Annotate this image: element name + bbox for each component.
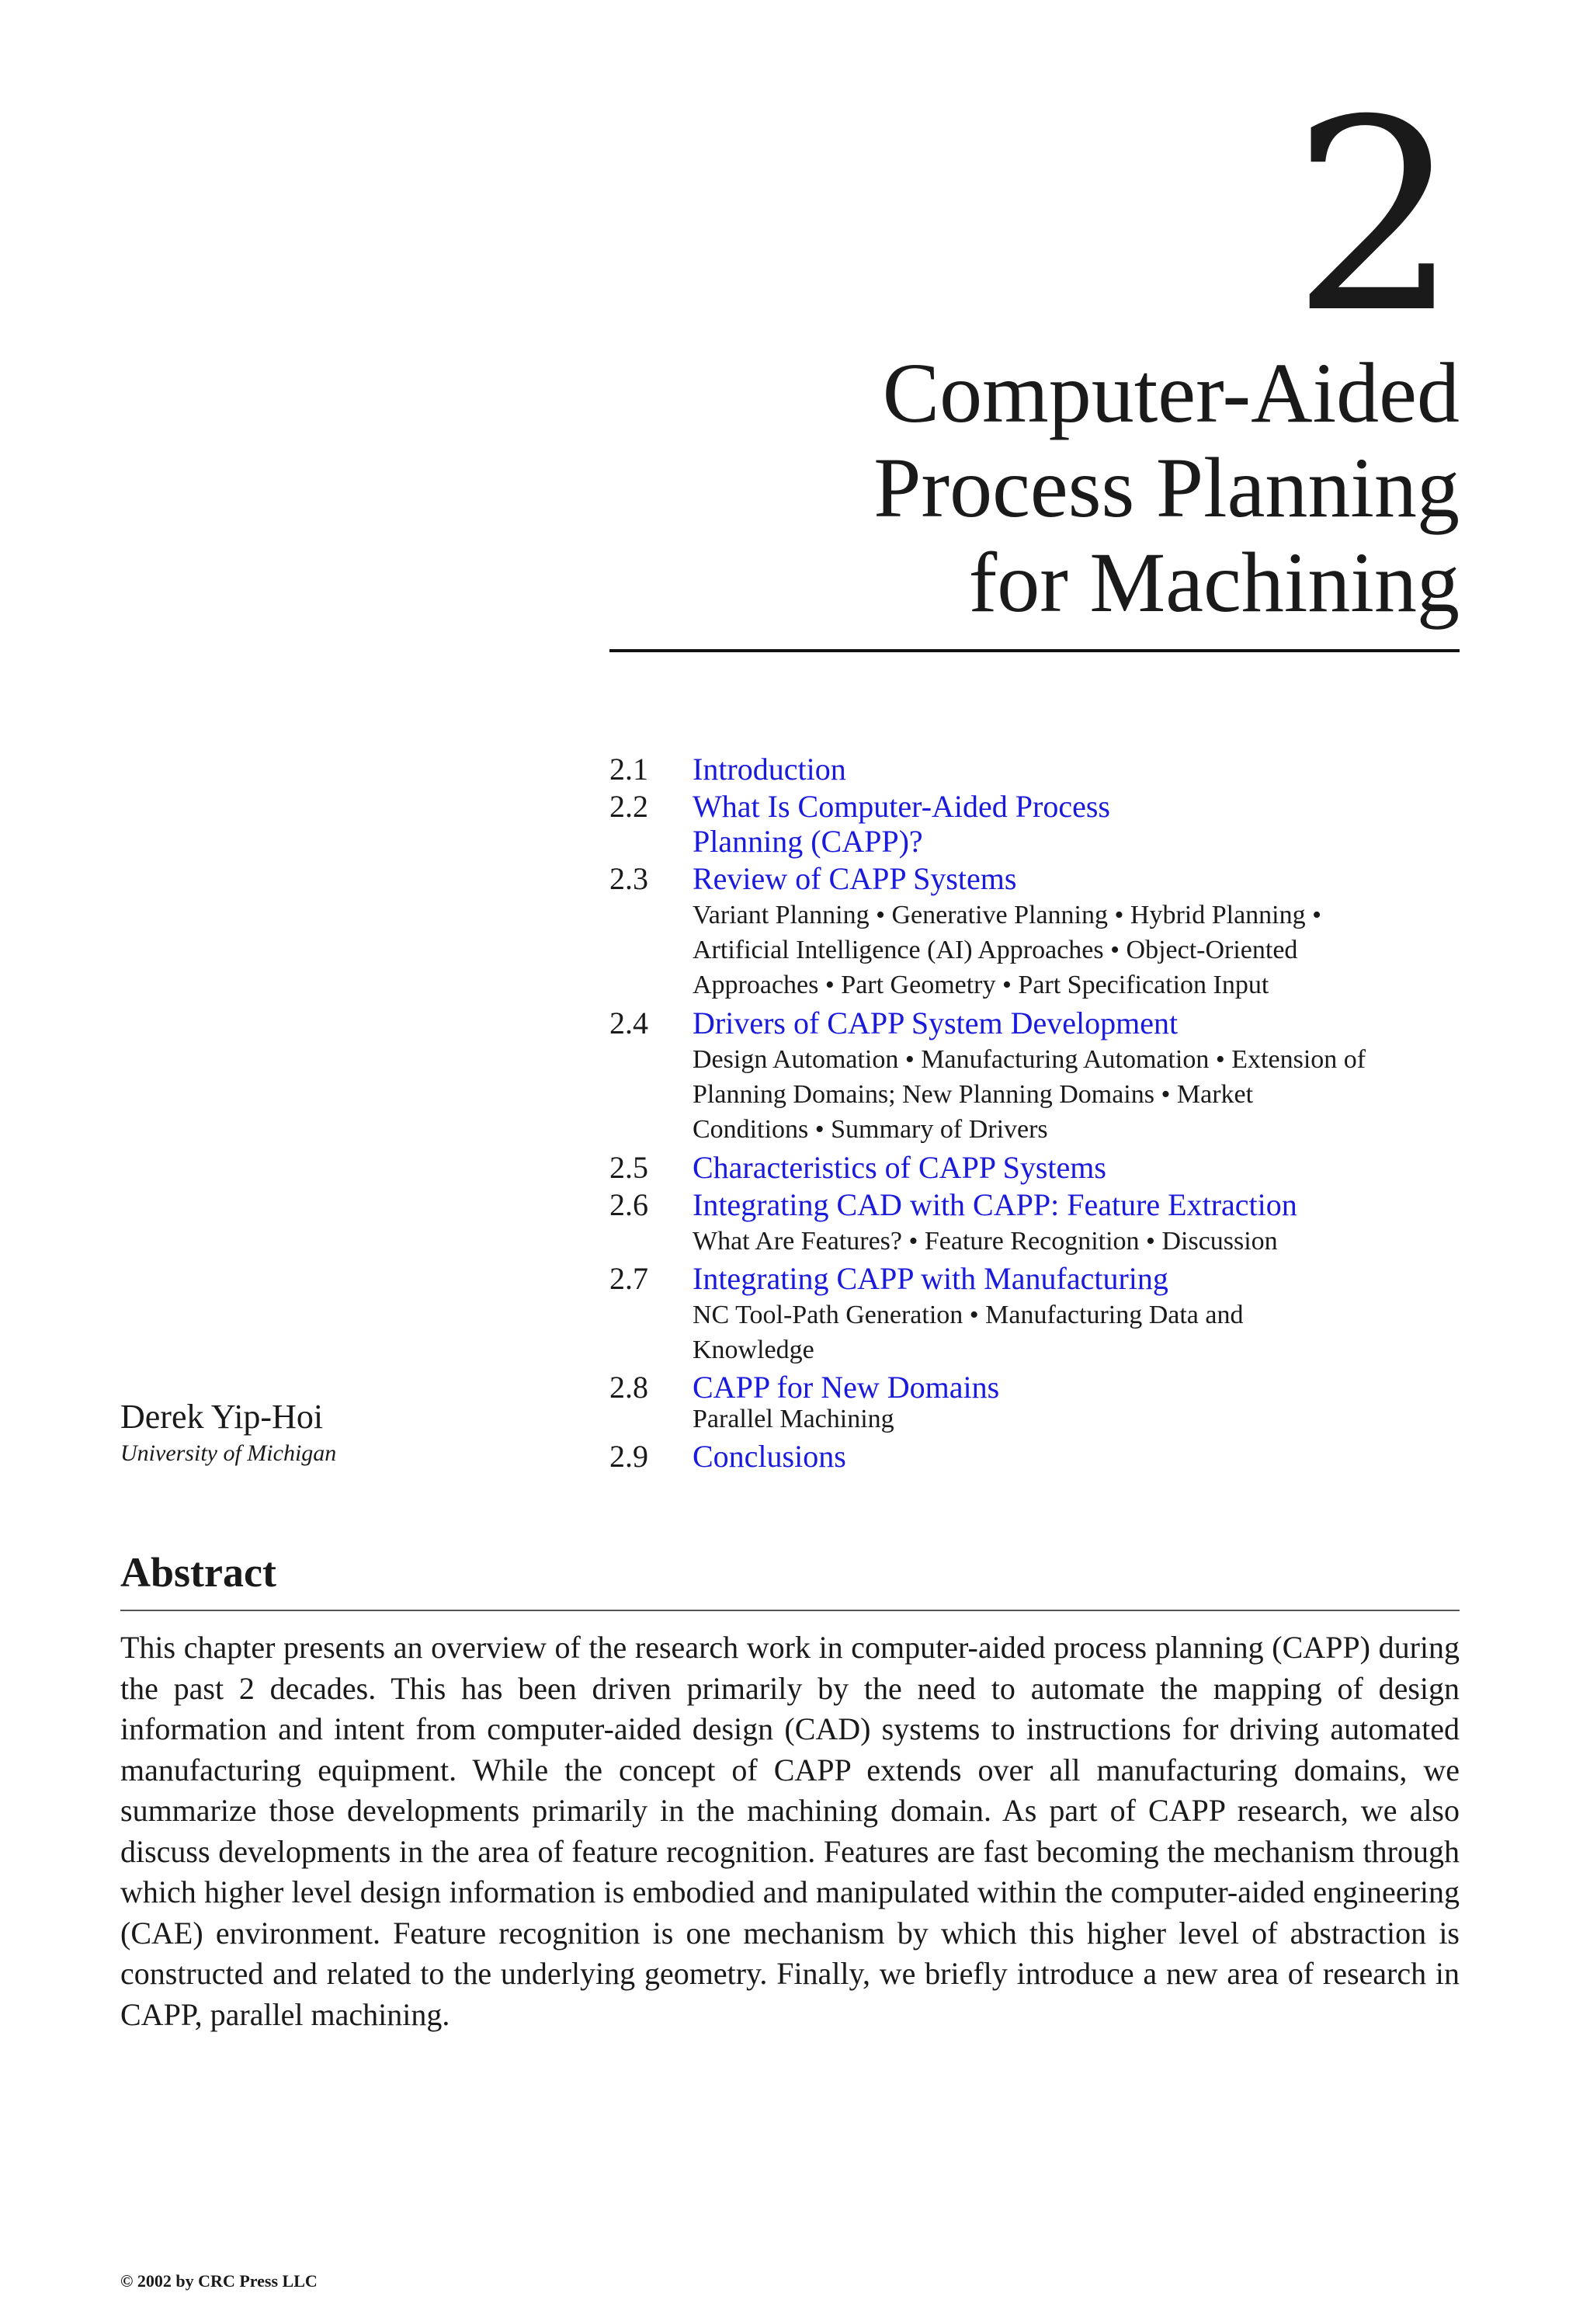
toc-entry — [609, 789, 1463, 859]
toc-entry — [609, 1439, 1463, 1474]
toc-entry — [609, 861, 1463, 1002]
toc-subtopics: Variant Planning • Generative Planning • Hybrid Planning • Artificial Intelligence (AI) Approaches • Object-Oriented Approaches • Part Geometry • Part Specification Input — [693, 901, 1322, 999]
chapter-title-line: for Machining — [968, 535, 1460, 630]
chapter-title-line: Process Planning — [873, 440, 1460, 535]
abstract-body: This chapter presents an overview of the research work in computer-aided process planning (CAPP) during the past 2 decades. This has been driven primarily by the need to automate the mapping of design information and intent from computer-aided design (CAD) systems to instructions for driving automated manufacturing equipment. While the concept of CAPP extends over all manufacturing domains, we summarize those developments primarily in the machining domain. As part of CAPP research, we also discuss developments in the area of feature recognition. Features are fast becoming the mechanism through which higher level design information is embodied and manipulated within the computer-aided engineering (CAE) environment. Feature recognition is one mechanism by which this higher level of abstraction is constructed and related to the underlying geometry. Finally, we briefly introduce a new area of research in CAPP, parallel machining. — [120, 1630, 1460, 2032]
toc-section-number: 2.6 — [609, 1187, 648, 1222]
toc-link-review-of-capp-systems[interactable]: Review of CAPP Systems — [693, 861, 1017, 896]
toc-entry — [609, 1150, 1463, 1185]
toc-link-conclusions[interactable]: Conclusions — [693, 1439, 846, 1474]
chapter-number: 2 — [1291, 64, 1460, 371]
toc-link-integrating-capp-with-manufacturing[interactable]: Integrating CAPP with Manufacturing — [693, 1261, 1168, 1296]
author-block — [120, 1398, 336, 1471]
author-affiliation: University of Michigan — [120, 1440, 337, 1466]
toc-entry — [609, 1006, 1463, 1147]
toc-subtopics: NC Tool-Path Generation • Manufacturing Data and Knowledge — [693, 1301, 1244, 1364]
toc-subtopics: Design Automation • Manufacturing Automation • Extension of Planning Domains; New Planning Domains • Market Conditions • Summary of Drivers — [693, 1045, 1366, 1144]
toc-entry — [609, 1261, 1463, 1367]
toc-link-capp-for-new-domains[interactable]: CAPP for New Domains — [693, 1370, 1000, 1405]
abstract-heading: Abstract — [120, 1549, 276, 1596]
toc-link-what-is-capp[interactable]: What Is Computer-Aided Process Planning (CAPP)? — [693, 789, 1110, 859]
toc-entry — [609, 752, 1463, 787]
toc-subtopics: Parallel Machining — [693, 1405, 894, 1433]
toc-subtopics: What Are Features? • Feature Recognition • Discussion — [693, 1227, 1278, 1256]
toc-entry — [609, 1187, 1463, 1259]
toc-section-number: 2.1 — [609, 752, 648, 787]
toc-link-drivers-of-capp[interactable]: Drivers of CAPP System Development — [693, 1006, 1179, 1040]
abstract-divider — [120, 1610, 1460, 1611]
toc-section-number: 2.2 — [609, 789, 648, 824]
toc-section-number: 2.5 — [609, 1150, 648, 1185]
toc-section-number: 2.4 — [609, 1006, 648, 1040]
title-divider — [609, 649, 1460, 652]
table-of-contents — [609, 752, 1463, 1474]
toc-link-characteristics-of-capp[interactable]: Characteristics of CAPP Systems — [693, 1150, 1106, 1185]
toc-link-introduction[interactable]: Introduction — [693, 752, 846, 787]
toc-link-integrating-cad-with-capp[interactable]: Integrating CAD with CAPP: Feature Extraction — [693, 1187, 1297, 1222]
toc-section-number: 2.7 — [609, 1261, 648, 1296]
chapter-title-line: Computer-Aided — [882, 346, 1460, 440]
chapter-title — [683, 346, 1460, 630]
toc-entry — [609, 1370, 1463, 1436]
toc-section-number: 2.8 — [609, 1370, 648, 1405]
toc-section-number: 2.9 — [609, 1439, 648, 1474]
copyright-footer: © 2002 by CRC Press LLC — [120, 2271, 318, 2291]
toc-section-number: 2.3 — [609, 861, 648, 896]
author-name: Derek Yip-Hoi — [120, 1398, 324, 1436]
